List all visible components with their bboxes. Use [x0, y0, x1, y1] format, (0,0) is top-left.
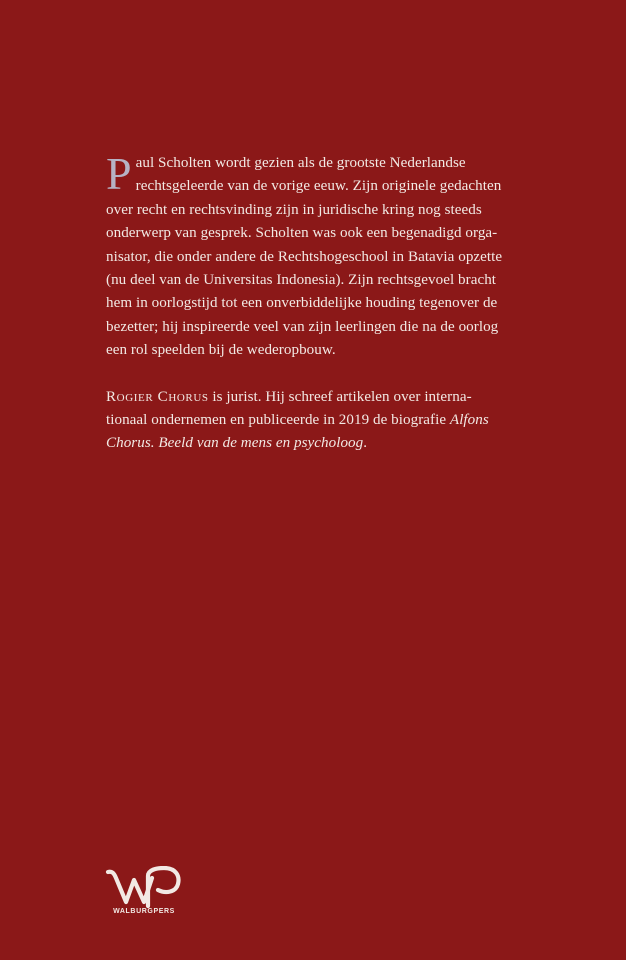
text-line: een rol speelden bij de wederopbouw.	[106, 342, 336, 359]
text-line: over recht en rechtsvinding zijn in juridische kring nog steeds	[106, 201, 482, 218]
text-line	[106, 386, 526, 409]
book-title: Alfons	[449, 412, 489, 429]
bio-text: is jurist. Hij schreef artikelen over interna-	[208, 388, 472, 405]
author-bio-paragraph	[106, 386, 526, 456]
text-line	[106, 432, 526, 455]
text-line: nisator, die onder andere de Rechtshogeschool in Batavia opzette	[106, 248, 503, 265]
publisher-name: WALBURGPERS	[113, 908, 175, 915]
walburgpers-wp-icon	[104, 866, 184, 910]
publisher-logo	[104, 866, 184, 920]
text-line: rechtsgeleerde van de vorige eeuw. Zijn originele gedachten	[135, 178, 502, 195]
text-line	[106, 409, 526, 432]
bio-text: .	[363, 435, 368, 452]
text-line: aul Scholten wordt gezien als de grootste Nederlandse	[135, 155, 466, 171]
blurb-text	[106, 148, 526, 456]
text-line: onderwerp van gesprek. Scholten was ook een begenadigd orga-	[106, 225, 498, 242]
book-title: Chorus. Beeld van de mens en psycholoog	[106, 435, 364, 452]
text-line: hem in oorlogstijd tot een onverbiddelijke houding tegenover de	[106, 295, 498, 312]
drop-cap: P	[106, 148, 132, 199]
description-paragraph	[106, 148, 526, 363]
text-line: bezetter; hij inspireerde veel van zijn leerlingen die na de oorlog	[106, 318, 499, 335]
author-name: Rogier Chorus	[106, 388, 209, 405]
bio-text: tionaal ondernemen en publiceerde in 2019 de biografie	[106, 412, 450, 429]
text-line: (nu deel van de Universitas Indonesia). Zijn rechtsgevoel bracht	[106, 272, 497, 289]
